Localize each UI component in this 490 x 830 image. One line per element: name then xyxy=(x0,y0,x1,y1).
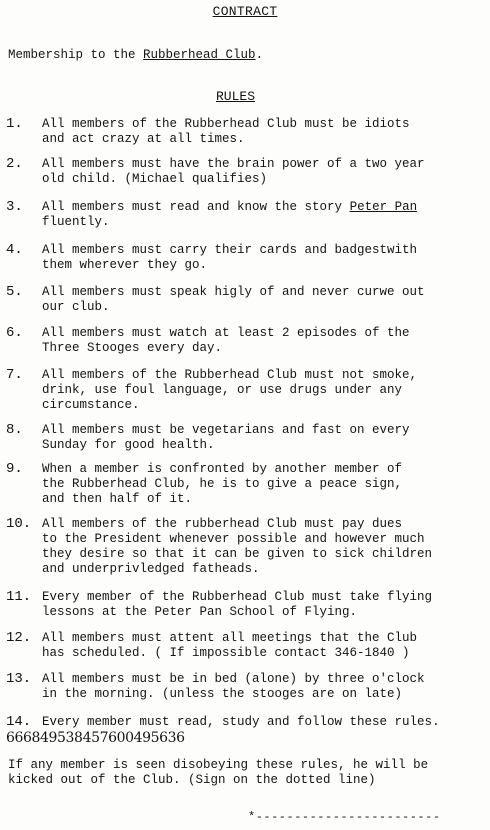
rule-text: All members must carry their cards and badgestwith them wherever they go. xyxy=(42,243,418,272)
rule-number: 4. xyxy=(6,242,23,258)
rule-text: All members must speak higly of and never curwe out our club. xyxy=(42,285,425,314)
rule-number: 6. xyxy=(6,325,23,341)
rule-number: 10. xyxy=(6,516,32,532)
rule-item-4 xyxy=(6,243,486,273)
rule-item-11 xyxy=(6,590,486,620)
rule-item-7 xyxy=(6,368,486,413)
rule-number: 5. xyxy=(6,284,23,300)
rule-text: All members of the Rubberhead Club must not smoke, drink, use foul language, or use drugs under any circumstance. xyxy=(42,368,418,412)
rule-text: When a member is confronted by another member of the Rubberhead Club, he is to give a peace sign, and then half of it. xyxy=(42,462,403,506)
rule-number: 1. xyxy=(6,116,23,132)
rule-item-3 xyxy=(6,200,486,230)
membership-suffix: . xyxy=(255,48,264,62)
rule-text-after: fluently. xyxy=(42,215,110,229)
rule-item-13 xyxy=(6,672,486,702)
rule-item-9 xyxy=(6,462,486,507)
rule-item-10 xyxy=(6,517,486,577)
membership-club-name: Rubberhead Club xyxy=(143,48,256,62)
book-title-peter-pan: Peter Pan xyxy=(349,200,418,214)
rule-number: 2. xyxy=(6,156,23,172)
rule-text xyxy=(42,200,486,230)
rule-text: All members of the rubberhead Club must pay dues to the President whenever possible and however much they desire so that it can be given to sick children and underprivledged fatheads. xyxy=(42,517,433,576)
document-title: CONTRACT xyxy=(212,4,278,19)
rule-number: 3. xyxy=(6,199,23,215)
rule-item-12 xyxy=(6,631,486,661)
rule-text-before: All members must read and know the story xyxy=(42,200,350,214)
rule-number: 14. xyxy=(6,714,32,730)
closing-paragraph: If any member is seen disobeying these rules, he will be kicked out of the Club. (Sign on the dotted line) xyxy=(8,758,429,787)
rule-number: 7. xyxy=(6,367,23,383)
signature-dotted-line: *------------------------ xyxy=(248,810,441,824)
membership-prefix: Membership to the xyxy=(8,48,144,62)
rule-item-5 xyxy=(6,285,486,315)
rule-number: 12. xyxy=(6,630,32,646)
rule-text: Every member of the Rubberhead Club must take flying lessons at the Peter Pan School of Flying. xyxy=(42,590,433,619)
rule-number: 9. xyxy=(6,461,23,477)
rule-item-2 xyxy=(6,157,486,187)
rule-text: All members must have the brain power of a two year old child. (Michael qualifies) xyxy=(42,157,425,186)
rule-number: 8. xyxy=(6,422,23,438)
rule-item-6 xyxy=(6,326,486,356)
rule-item-8 xyxy=(6,423,486,453)
rule-number: 13. xyxy=(6,671,32,687)
stray-typed-digits: 666849538457600495636 xyxy=(6,730,185,746)
rule-text: All members must watch at least 2 episodes of the Three Stooges every day. xyxy=(42,326,410,355)
rule-text: All members must be in bed (alone) by three o'clock in the morning. (unless the stooges are on late) xyxy=(42,672,425,701)
rule-item-1 xyxy=(6,117,486,147)
rules-heading: RULES xyxy=(216,89,256,104)
membership-line xyxy=(8,48,263,62)
rule-text: All members must attent all meetings that the Club has scheduled. ( If impossible contact 346-1840 ) xyxy=(42,631,418,660)
rule-text: Every member must read, study and follow these rules. xyxy=(42,715,440,729)
rule-text: All members must be vegetarians and fast on every Sunday for good health. xyxy=(42,423,410,452)
rule-number: 11. xyxy=(6,589,32,605)
rule-text: All members of the Rubberhead Club must be idiots and act crazy at all times. xyxy=(42,117,410,146)
rule-item-14 xyxy=(6,715,486,730)
